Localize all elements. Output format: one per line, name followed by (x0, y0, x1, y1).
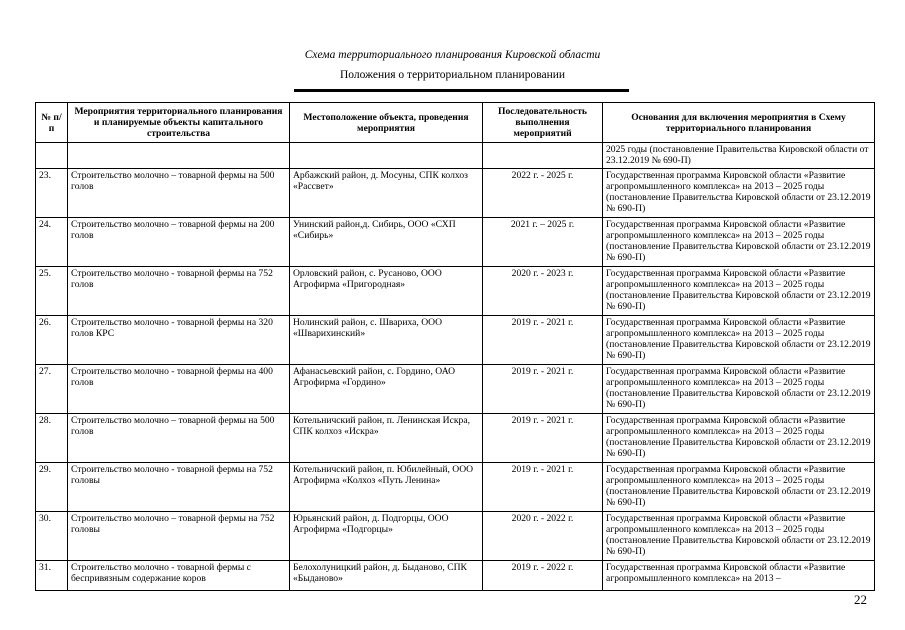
cell-location: Афанасьевский район, с. Гордино, ОАО Агрофирма «Гордино» (290, 364, 483, 413)
cell-period: 2019 г. - 2021 г. (483, 462, 603, 511)
cell-location: Белохолуницкий район, д. Быданово, СПК «Быданово» (290, 560, 483, 590)
cell-event: Строительство молочно – товарной фермы на 200 голов (68, 217, 290, 266)
document-subtitle: Положения о территориальном планировании (339, 69, 566, 81)
cell-basis: Государственная программа Кировской области «Развитие агропромышленного комплекса» на 2013 – 2025 годы (постановление Правительства Кировской области от 23.12.2019 № 690-П) (603, 413, 875, 462)
cell-num: 24. (36, 217, 68, 266)
cell-num: 28. (36, 413, 68, 462)
cell-period: 2019 г. - 2022 г. (483, 560, 603, 590)
cell-location: Юрьянский район, д. Подгорцы, ООО Агрофирма «Подгорцы» (290, 511, 483, 560)
cell-location: Нолинский район, с. Швариха, ООО «Шварихинский» (290, 315, 483, 364)
cell-num: 31. (36, 560, 68, 590)
cell-event: Строительство молочно - товарной фермы с беспривязным содержание коров (68, 560, 290, 590)
cell-period: 2019 г. - 2021 г. (483, 364, 603, 413)
cell-period: 2019 г. - 2021 г. (483, 413, 603, 462)
cell-location: Арбажский район, д. Мосуны, СПК колхоз «Рассвет» (290, 168, 483, 217)
col-header-location: Местоположение объекта, проведения мероприятия (290, 103, 483, 143)
cell-num: 23. (36, 168, 68, 217)
col-header-event: Мероприятия территориального планирования и планируемые объекты капитального строительства (68, 103, 290, 143)
cell-period: 2020 г. - 2023 г. (483, 266, 603, 315)
document-title: Схема территориального планирования Кировской области (304, 49, 601, 61)
cell-event: Строительство молочно - товарной фермы на 752 голов (68, 266, 290, 315)
table-row (36, 168, 875, 217)
table-row (36, 217, 875, 266)
page-number: 22 (854, 592, 867, 607)
table-row (36, 462, 875, 511)
cell-num: 29. (36, 462, 68, 511)
table-row (36, 560, 875, 590)
cell-basis: Государственная программа Кировской области «Развитие агропромышленного комплекса» на 2013 – 2025 годы (постановление Правительства Кировской области от 23.12.2019 № 690-П) (603, 217, 875, 266)
table-row (36, 266, 875, 315)
cell-period: 2022 г. - 2025 г. (483, 168, 603, 217)
col-header-num: № п/п (36, 103, 68, 143)
cell-basis: Государственная программа Кировской области «Развитие агропромышленного комплекса» на 2013 – 2025 годы (постановление Правительства Кировской области от 23.12.2019 № 690-П) (603, 511, 875, 560)
cell-location: Орловский район, с. Русаново, ООО Агрофирма «Пригородная» (290, 266, 483, 315)
cell-num: 25. (36, 266, 68, 315)
table-header-row (36, 103, 875, 143)
col-header-basis: Основания для включения мероприятия в Схему территориального планирования (603, 103, 875, 143)
table-row-continuation (36, 143, 875, 169)
cell-basis: Государственная программа Кировской области «Развитие агропромышленного комплекса» на 2013 – (603, 560, 875, 590)
cell-basis: Государственная программа Кировской области «Развитие агропромышленного комплекса» на 2013 – 2025 годы (постановление Правительства Кировской области от 23.12.2019 № 690-П) (603, 266, 875, 315)
cell-event: Строительство молочно – товарной фермы на 500 голов (68, 413, 290, 462)
cell-location: Котельничский район, п. Юбилейный, ООО Агрофирма «Колхоз «Путь Ленина» (290, 462, 483, 511)
cell-location: Котельничский район, п. Ленинская Искра, СПК колхоз «Искра» (290, 413, 483, 462)
cell-num: 27. (36, 364, 68, 413)
cell-event: Строительство молочно - товарной фермы на 400 голов (68, 364, 290, 413)
cell-basis: Государственная программа Кировской области «Развитие агропромышленного комплекса» на 2013 – 2025 годы (постановление Правительства Кировской области от 23.12.2019 № 690-П) (603, 364, 875, 413)
cell-num (36, 143, 68, 169)
cell-basis: Государственная программа Кировской области «Развитие агропромышленного комплекса» на 2013 – 2025 годы (постановление Правительства Кировской области от 23.12.2019 № 690-П) (603, 315, 875, 364)
cell-event: Строительство молочно - товарной фермы на 752 головы (68, 462, 290, 511)
cell-basis: Государственная программа Кировской области «Развитие агропромышленного комплекса» на 2013 – 2025 годы (постановление Правительства Кировской области от 23.12.2019 № 690-П) (603, 168, 875, 217)
col-header-period: Последовательность выполнения мероприятий (483, 103, 603, 143)
table-row (36, 511, 875, 560)
table-row (36, 364, 875, 413)
cell-num: 30. (36, 511, 68, 560)
cell-num: 26. (36, 315, 68, 364)
cell-period: 2020 г. - 2022 г. (483, 511, 603, 560)
cell-event: Строительство молочно – товарной фермы на 500 голов (68, 168, 290, 217)
table-row (36, 413, 875, 462)
cell-period: 2019 г. - 2021 г. (483, 315, 603, 364)
header-rule (294, 89, 629, 92)
cell-period: 2021 г. – 2025 г. (483, 217, 603, 266)
cell-basis: 2025 годы (постановление Правительства Кировской области от 23.12.2019 № 690-П) (603, 143, 875, 169)
cell-basis: Государственная программа Кировской области «Развитие агропромышленного комплекса» на 2013 – 2025 годы (постановление Правительства Кировской области от 23.12.2019 № 690-П) (603, 462, 875, 511)
table-row (36, 315, 875, 364)
cell-event (68, 143, 290, 169)
cell-location (290, 143, 483, 169)
cell-location: Унинский район,д. Сибирь, ООО «СХП «Сибирь» (290, 217, 483, 266)
cell-period (483, 143, 603, 169)
planning-table (35, 102, 875, 591)
cell-event: Строительство молочно – товарной фермы на 752 головы (68, 511, 290, 560)
cell-event: Строительство молочно - товарной фермы на 320 голов КРС (68, 315, 290, 364)
